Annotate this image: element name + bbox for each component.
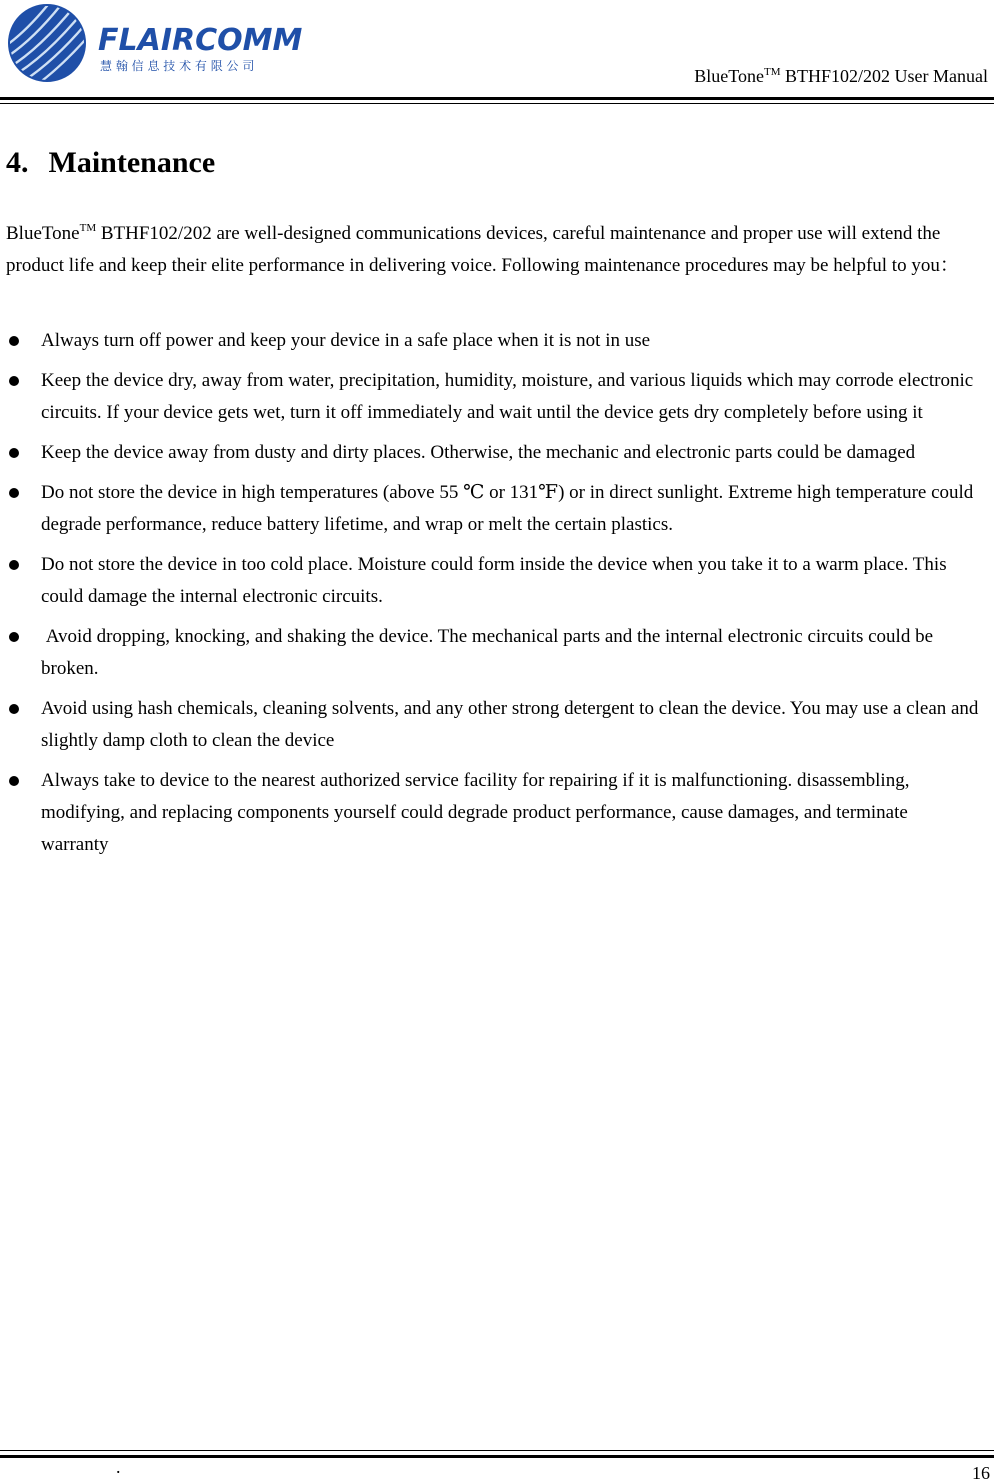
- list-item-text: Do not store the device in too cold place. Moisture could form inside the device when you take it to a warm place. This could damage the internal electronic circuits.: [41, 554, 947, 607]
- bullet-icon: [9, 632, 19, 642]
- section-heading: Maintenance: [48, 146, 216, 179]
- logo-subtitle-text: 慧 翰 信 息 技 术 有 限 公 司: [100, 59, 255, 73]
- list-item-text: Keep the device dry, away from water, precipitation, humidity, moisture, and various liquids which may corrode electronic circuits. If your device gets wet, turn it off immediately and wait until the device gets dry completely before using it: [41, 370, 974, 423]
- list-item-text: Always turn off power and keep your device in a safe place when it is not in use: [41, 330, 651, 351]
- list-item-text: Keep the device away from dusty and dirty places. Otherwise, the mechanic and electronic parts could be damaged: [41, 442, 916, 463]
- list-item: [0, 765, 980, 861]
- list-item: [0, 549, 980, 613]
- bullet-icon: [9, 776, 19, 786]
- flaircomm-logo: [6, 2, 306, 86]
- section-number: 4.: [6, 146, 29, 179]
- list-item-text: Avoid dropping, knocking, and shaking the device. The mechanical parts and the internal electronic circuits could be broken.: [41, 626, 938, 679]
- header-title: BlueTone™ BTHF102/202 User Manual: [694, 66, 988, 86]
- list-item-text: Avoid using hash chemicals, cleaning solvents, and any other strong detergent to clean the device. You may use a clean and slightly damp cloth to clean the device: [41, 698, 979, 751]
- list-item-text: Do not store the device in high temperatures (above 55 ℃ or 131℉) or in direct sunlight. Extreme high temperature could degrade performance, reduce battery lifetime, and wrap or melt the certain plastics.: [41, 482, 974, 535]
- section-title: [6, 148, 215, 178]
- intro-paragraph: BlueTone™ BTHF102/202 are well-designed communications devices, careful maintenance and proper use will extend the product life and keep their elite performance in delivering voice. Following maintenance procedures may be helpful to you：: [6, 222, 959, 276]
- footer-mark: .: [116, 1457, 121, 1477]
- bullet-icon: [9, 336, 19, 346]
- bullet-icon: [9, 704, 19, 714]
- bullet-icon: [9, 448, 19, 458]
- list-item-text: Always take to device to the nearest authorized service facility for repairing if it is malfunctioning. disassembling, modifying, and replacing components yourself could degrade product performance, cause damages, and terminate warranty: [41, 770, 910, 855]
- maintenance-list: [0, 325, 980, 869]
- logo-brand-text: FLAIRCOMM: [98, 23, 303, 58]
- list-item: [0, 365, 980, 429]
- header-rule-thick: [0, 97, 994, 100]
- list-item: [0, 325, 980, 357]
- bullet-icon: [9, 488, 19, 498]
- bullet-icon: [9, 376, 19, 386]
- footer-rule-thin: [0, 1450, 994, 1451]
- list-item: [0, 621, 980, 685]
- list-item: [0, 477, 980, 541]
- list-item: [0, 693, 980, 757]
- footer-rule-thick: [0, 1455, 994, 1458]
- page-number: 16: [972, 1463, 990, 1483]
- bullet-icon: [9, 560, 19, 570]
- list-item: [0, 437, 980, 469]
- header-rule-thin: [0, 103, 994, 104]
